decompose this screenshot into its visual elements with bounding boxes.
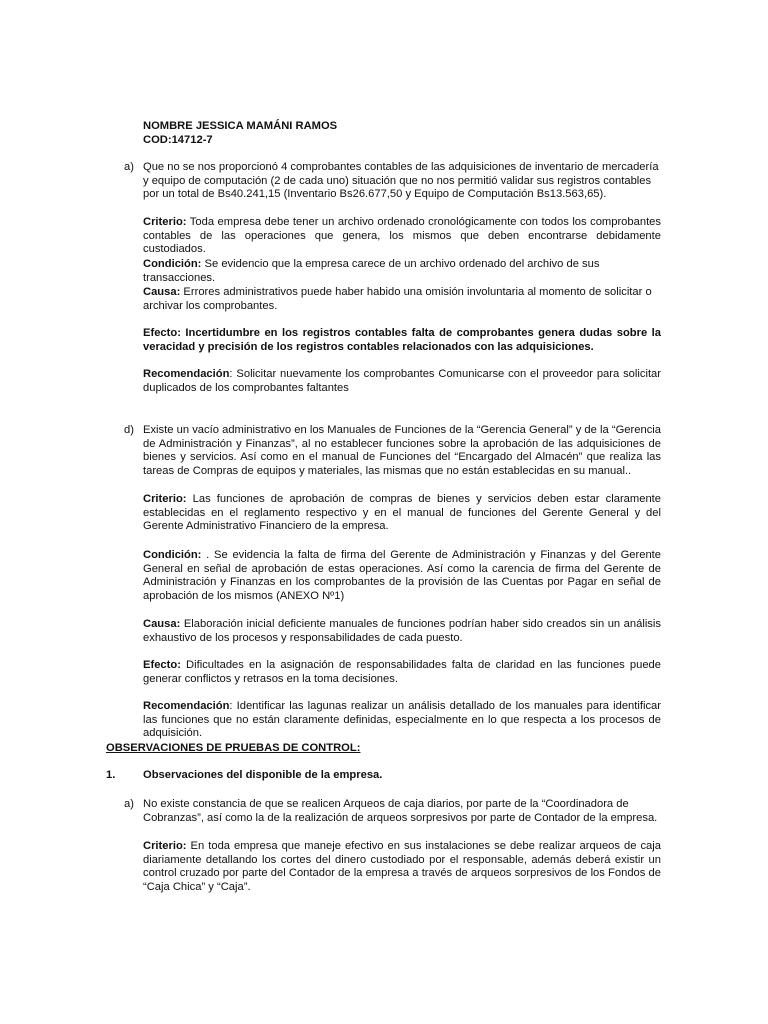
finding-a-text: Que no se nos proporcionó 4 comprobantes contables de las adquisiciones de inventario de mercadería y equipo de computación (2 de cada uno) situación que no nos permitió validar sus registros contables por un total de Bs40.241,15 (Inventario Bs26.677,50 y Equipo de Computación Bs13.563,65).: [143, 161, 659, 201]
student-code: COD:14712-7: [143, 134, 213, 146]
finding-a-recomendacion: [143, 368, 661, 395]
efecto-label: Efecto:: [143, 659, 181, 671]
observation-a-text: No existe constancia de que se realicen Arqueos de caja diarios, por parte de la “Coordinadora de Cobranzas”, así como la de la realización de arqueos sorpresivos por parte de Contador de la empresa.: [143, 798, 658, 824]
finding-a-criterio: [143, 216, 661, 257]
efecto-text: Dificultades en la asignación de responsabilidades falta de claridad en las funciones puede generar conflictos y retrasos en la toma decisiones.: [143, 659, 661, 685]
finding-d-criterio: [143, 493, 661, 534]
condicion-text: . Se evidencia la falta de firma del Gerente de Administración y Finanzas y del Gerente General en señal de aprobación de estas operaciones. Así como la carencia de firma del Gerente de Administración y Finanzas en los comprobantes de la provisión de las Cuentas por Pagar en señal de aprobación de los mismos (ANEXO Nº1): [143, 549, 661, 602]
list-marker-obs-a: a): [124, 798, 134, 810]
finding-d-efecto: [143, 659, 661, 686]
criterio-label: Criterio:: [143, 216, 187, 228]
observaciones-heading: OBSERVACIONES DE PRUEBAS DE CONTROL:: [106, 742, 361, 754]
causa-label: Causa:: [143, 286, 181, 298]
criterio-label: Criterio:: [143, 493, 187, 505]
condicion-label: Condición:: [143, 549, 202, 561]
criterio-label: Criterio:: [143, 840, 187, 852]
finding-a-efecto: Efecto: Incertidumbre en los registros contables falta de comprobantes genera dudas sobre la veracidad y precisión de los registros contables relacionados con las adquisiciones.: [143, 327, 661, 353]
criterio-text: Toda empresa debe tener un archivo ordenado cronológicamente con todos los comprobantes contables de las operaciones que genera, los mismos que deben encontrarse debidamente custodiados.: [143, 216, 661, 256]
criterio-text: En toda empresa que maneje efectivo en sus instalaciones se debe realizar arqueos de caja diariamente detallando los cortes del dinero custodiado por el responsable, además deberá existir un control cruzado por parte del Contador de la empresa a través de arqueos sorpresivos de los Fondos de “Caja Chica” y “Caja”.: [143, 840, 661, 893]
criterio-text: Las funciones de aprobación de compras de bienes y servicios deben estar claramente establecidas en el reglamento respectivo y en el manual de funciones del Gerente General y del Gerente Administrativo Financiero de la empresa.: [143, 493, 661, 533]
finding-a-causa: [143, 286, 661, 313]
list-marker-a: a): [124, 161, 134, 173]
causa-text: Errores administrativos puede haber habido una omisión involuntaria al momento de solicitar o archivar los comprobantes.: [143, 286, 652, 312]
finding-a-condicion: [143, 258, 661, 285]
causa-label: Causa:: [143, 618, 181, 630]
recomendacion-text: : Solicitar nuevamente los comprobantes Comunicarse con el proveedor para solicitar duplicados de los comprobantes faltantes: [143, 368, 661, 394]
causa-text: Elaboración inicial deficiente manuales de funciones podrían haber sido creados sin un análisis exhaustivo de los procesos y responsabilidades de cada puesto.: [143, 618, 661, 644]
observation-number: 1.: [106, 769, 116, 781]
condicion-label: Condición:: [143, 258, 202, 270]
observation-a-criterio: [143, 840, 661, 894]
observation-title: Observaciones del disponible de la empresa.: [143, 769, 383, 781]
recomendacion-text: : Identificar las lagunas realizar un análisis detallado de los manuales para identificar las funciones que no están claramente definidas, especialmente en lo que respecta a los procesos de adquisición.: [143, 700, 661, 740]
list-marker-d: d): [124, 424, 134, 436]
finding-d-condicion: [143, 549, 661, 603]
finding-d-text: Existe un vacío administrativo en los Manuales de Funciones de la “Gerencia General” y de la “Gerencia de Administración y Finanzas”, al no establecer funciones sobre la aprobación de las adquisiciones de bienes y servicios. Así como en el manual de Funciones del “Encargado del Almacén” que realiza las tareas de Compras de equipos y materiales, las mismas que no están establecidas en su manual..: [143, 424, 661, 477]
student-name: NOMBRE JESSICA MAMÁNI RAMOS: [143, 120, 338, 132]
recomendacion-label: Recomendación: [143, 700, 230, 712]
recomendacion-label: Recomendación: [143, 368, 230, 380]
finding-d-causa: [143, 618, 661, 645]
condicion-text: Se evidencio que la empresa carece de un archivo ordenado del archivo de sus transacciones.: [143, 258, 600, 284]
finding-d-recomendacion: [143, 700, 661, 741]
